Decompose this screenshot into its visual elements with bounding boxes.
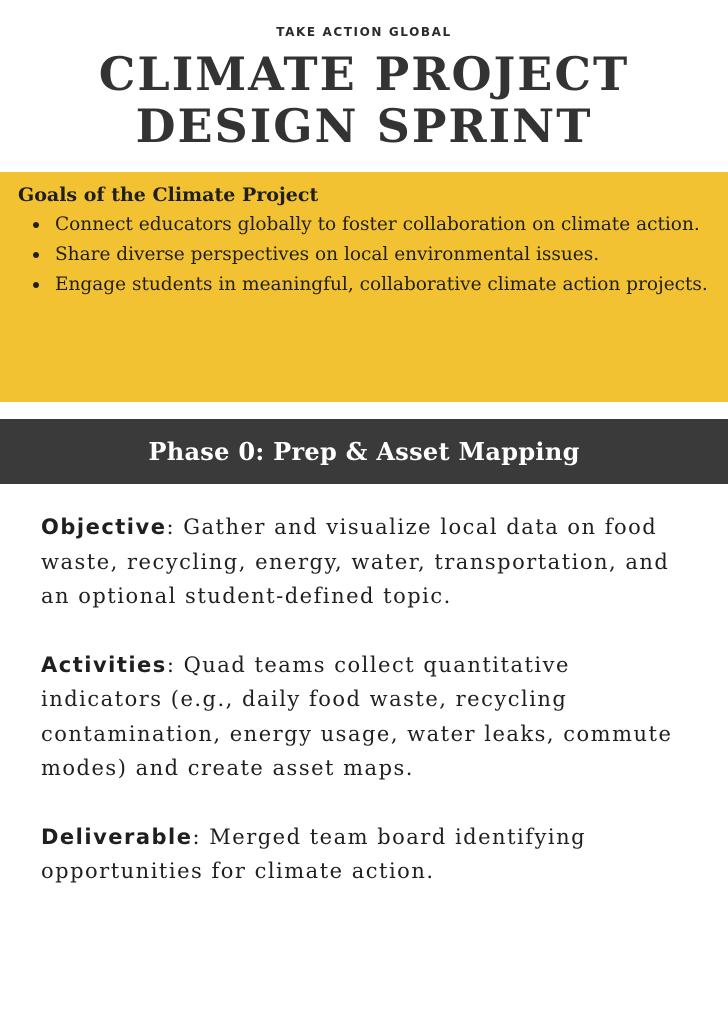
page-title: [0, 48, 728, 152]
bullet-icon: [33, 252, 39, 258]
bullet-icon: [33, 282, 39, 288]
bullet-icon: [33, 222, 39, 228]
goal-item: [18, 240, 710, 270]
phase-banner: [0, 419, 728, 484]
deliverable-section: [41, 820, 681, 889]
activities-label: Activities: [41, 652, 167, 677]
goal-item: [18, 270, 710, 300]
objective-section: [41, 510, 681, 614]
goals-panel: [0, 172, 728, 402]
page-header: [0, 0, 728, 172]
deliverable-label: Deliverable: [41, 824, 193, 849]
goals-list: [18, 210, 710, 300]
goal-item-text: Engage students in meaningful, collaborative climate action projects.: [55, 274, 708, 295]
activities-section: [41, 648, 681, 786]
objective-label: Objective: [41, 515, 167, 539]
deliverable-text: : Merged team board identifying opportunities for climate action.: [41, 824, 587, 883]
goal-item-text: Share diverse perspectives on local environmental issues.: [55, 244, 600, 265]
goal-item: [18, 210, 710, 240]
page-title-line-1: CLIMATE PROJECT: [98, 47, 630, 101]
objective-text: : Gather and visualize local data on food waste, recycling, energy, water, transportation, and an optional student-defined topic.: [41, 515, 670, 608]
activities-text: : Quad teams collect quantitative indicators (e.g., daily food waste, recycling contamination, energy usage, water leaks, commute modes) and create asset maps.: [41, 652, 673, 780]
goals-title: Goals of the Climate Project: [18, 184, 319, 206]
goal-item-text: Connect educators globally to foster collaboration on climate action.: [55, 214, 700, 235]
phase-content: [41, 510, 681, 923]
phase-title: Phase 0: Prep & Asset Mapping: [148, 437, 580, 466]
org-name: TAKE ACTION GLOBAL: [276, 25, 452, 39]
page-title-line-2: DESIGN SPRINT: [135, 99, 593, 153]
